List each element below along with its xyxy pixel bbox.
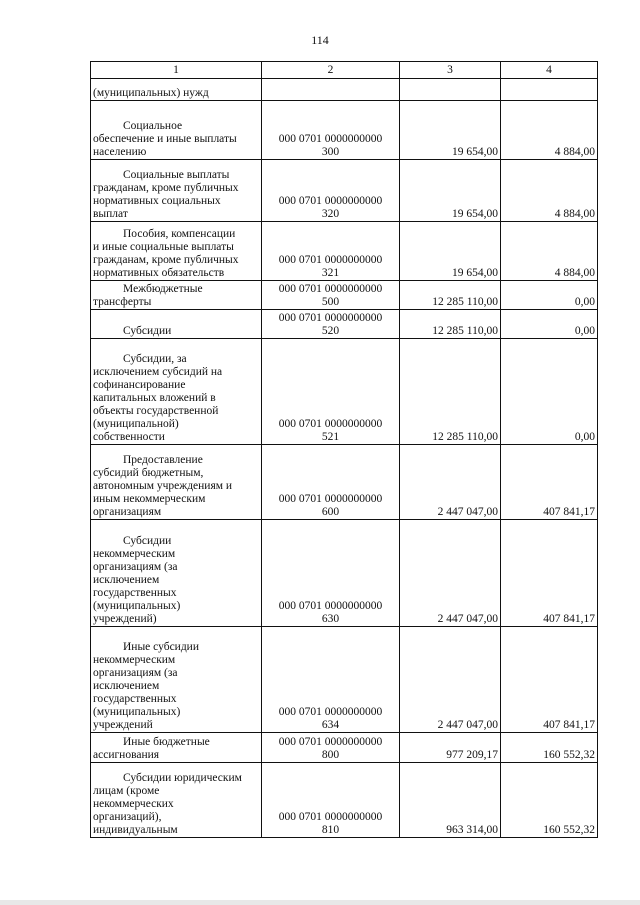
row-code2: 630 xyxy=(321,613,340,625)
row-name xyxy=(91,160,262,222)
row-code xyxy=(262,79,400,101)
row-name-line: (муниципальной) xyxy=(93,418,179,430)
row-name-line: лицам (кроме xyxy=(93,785,160,797)
row-code1: 000 0701 0000000000 xyxy=(278,195,383,207)
table-row xyxy=(91,627,598,733)
row-code2: 520 xyxy=(321,325,340,337)
row-code xyxy=(262,445,400,520)
row-name-line: организаций), xyxy=(93,811,162,823)
table-row xyxy=(91,520,598,627)
row-name-line: капитальных вложений в xyxy=(93,392,216,404)
row-code2: 320 xyxy=(321,208,340,220)
table-row xyxy=(91,281,598,310)
row-name-line: исключением xyxy=(93,680,160,692)
row-code xyxy=(262,281,400,310)
row-code2: 500 xyxy=(321,296,340,308)
row-col4-value: 160 552,32 xyxy=(501,763,598,838)
row-code xyxy=(262,339,400,445)
table-row xyxy=(91,101,598,160)
table-row xyxy=(91,310,598,339)
row-col4-value: 4 884,00 xyxy=(501,160,598,222)
row-name-line: организациям (за xyxy=(93,561,178,573)
row-name-line: (муниципальных) нужд xyxy=(93,87,209,99)
row-name-line: некоммерческим xyxy=(93,654,176,666)
row-code xyxy=(262,627,400,733)
row-col3-value: 2 447 047,00 xyxy=(400,627,501,733)
row-name-line: гражданам, кроме публичных xyxy=(93,182,239,194)
row-col4-value: 407 841,17 xyxy=(501,627,598,733)
row-name-line: Иные субсидии xyxy=(123,641,199,653)
row-name-line: учреждений) xyxy=(93,613,157,625)
row-name-line: ассигнования xyxy=(93,749,160,761)
row-col3-value: 977 209,17 xyxy=(400,733,501,763)
row-code2: 321 xyxy=(321,267,340,279)
row-code1: 000 0701 0000000000 xyxy=(278,706,383,718)
row-name-line: учреждений xyxy=(93,719,153,731)
row-code1: 000 0701 0000000000 xyxy=(278,600,383,612)
table-row xyxy=(91,222,598,281)
row-name-line: индивидуальным xyxy=(93,824,178,836)
row-name-line: некоммерческим xyxy=(93,548,176,560)
row-name-line: и иные социальные выплаты xyxy=(93,241,234,253)
row-name-line: нормативных обязательств xyxy=(93,267,225,279)
row-code2: 800 xyxy=(321,749,340,761)
row-name-line: некоммерческих xyxy=(93,798,174,810)
row-name-line: (муниципальных) xyxy=(93,600,181,612)
row-col4-value: 0,00 xyxy=(501,310,598,339)
row-col3-value: 19 654,00 xyxy=(400,160,501,222)
row-name-line: Субсидии xyxy=(123,535,172,547)
row-code xyxy=(262,160,400,222)
row-name-line: Социальные выплаты xyxy=(123,169,230,181)
row-name-line: выплат xyxy=(93,208,128,220)
row-code2: 600 xyxy=(321,506,340,518)
row-name-line: организациям (за xyxy=(93,667,178,679)
row-name-line: государственных xyxy=(93,693,177,705)
row-name-line: нормативных социальных xyxy=(93,195,221,207)
row-name xyxy=(91,733,262,763)
row-name-line: трансферты xyxy=(93,296,152,308)
row-col4-value xyxy=(501,79,598,101)
row-col4-value: 407 841,17 xyxy=(501,445,598,520)
row-col3-value: 12 285 110,00 xyxy=(400,310,501,339)
row-col4-value: 4 884,00 xyxy=(501,222,598,281)
row-name xyxy=(91,445,262,520)
row-name-line: иным некоммерческим xyxy=(93,493,206,505)
row-name-line: исключением xyxy=(93,574,160,586)
row-name-line: организациям xyxy=(93,506,162,518)
row-name xyxy=(91,281,262,310)
row-code xyxy=(262,763,400,838)
row-name xyxy=(91,627,262,733)
row-name-line: Иные бюджетные xyxy=(123,736,210,748)
row-name xyxy=(91,310,262,339)
row-name-line: субсидий бюджетным, xyxy=(93,467,204,479)
row-code xyxy=(262,733,400,763)
row-name xyxy=(91,339,262,445)
row-name xyxy=(91,520,262,627)
row-name-line: (муниципальных) xyxy=(93,706,181,718)
table-row xyxy=(91,339,598,445)
header-col-3: 3 xyxy=(400,62,501,79)
row-code xyxy=(262,101,400,160)
row-name-line: собственности xyxy=(93,431,165,443)
row-code1: 000 0701 0000000000 xyxy=(278,811,383,823)
row-code1: 000 0701 0000000000 xyxy=(278,312,383,324)
header-col-2: 2 xyxy=(262,62,400,79)
row-code1: 000 0701 0000000000 xyxy=(278,418,383,430)
row-name-line: Социальное xyxy=(123,120,183,132)
row-name-line: обеспечение и иные выплаты xyxy=(93,133,237,145)
scan-edge xyxy=(0,900,640,905)
row-name-line: объекты государственной xyxy=(93,405,219,417)
row-code2: 521 xyxy=(321,431,340,443)
page-number: 114 xyxy=(311,33,329,47)
row-col3-value: 2 447 047,00 xyxy=(400,520,501,627)
row-code xyxy=(262,520,400,627)
row-name xyxy=(91,79,262,101)
row-name-line: гражданам, кроме публичных xyxy=(93,254,239,266)
row-code1: 000 0701 0000000000 xyxy=(278,133,383,145)
row-name xyxy=(91,222,262,281)
row-code1: 000 0701 0000000000 xyxy=(278,493,383,505)
row-col4-value: 0,00 xyxy=(501,281,598,310)
row-name-line: софинансирование xyxy=(93,379,186,391)
row-col3-value: 12 285 110,00 xyxy=(400,339,501,445)
row-col3-value: 12 285 110,00 xyxy=(400,281,501,310)
row-col3-value xyxy=(400,79,501,101)
row-col4-value: 0,00 xyxy=(501,339,598,445)
header-col-1: 1 xyxy=(91,62,262,79)
budget-table xyxy=(90,61,598,838)
row-name-line: Субсидии юридическим xyxy=(123,772,242,784)
row-col3-value: 2 447 047,00 xyxy=(400,445,501,520)
row-col3-value: 19 654,00 xyxy=(400,101,501,160)
row-name xyxy=(91,763,262,838)
row-name-line: Субсидии xyxy=(123,325,172,337)
row-code1: 000 0701 0000000000 xyxy=(278,254,383,266)
row-name-line: Пособия, компенсации xyxy=(123,228,236,240)
row-col3-value: 19 654,00 xyxy=(400,222,501,281)
row-code1: 000 0701 0000000000 xyxy=(278,283,383,295)
row-name-line: Субсидии, за xyxy=(123,353,187,365)
table-row xyxy=(91,79,598,101)
row-name-line: населению xyxy=(93,146,147,158)
row-code2: 634 xyxy=(321,719,340,731)
row-name-line: Предоставление xyxy=(123,454,203,466)
table-row xyxy=(91,445,598,520)
row-name xyxy=(91,101,262,160)
row-name-line: автономным учреждениям и xyxy=(93,480,233,492)
row-col4-value: 160 552,32 xyxy=(501,733,598,763)
row-code2: 300 xyxy=(321,146,340,158)
row-col4-value: 407 841,17 xyxy=(501,520,598,627)
header-col-4: 4 xyxy=(501,62,598,79)
row-code2: 810 xyxy=(321,824,340,836)
row-code1: 000 0701 0000000000 xyxy=(278,736,383,748)
row-name-line: государственных xyxy=(93,587,177,599)
row-code xyxy=(262,310,400,339)
table-row xyxy=(91,733,598,763)
table-row xyxy=(91,160,598,222)
row-code xyxy=(262,222,400,281)
table-row xyxy=(91,763,598,838)
row-name-line: Межбюджетные xyxy=(123,283,203,295)
row-name-line: исключением субсидий на xyxy=(93,366,223,378)
row-col3-value: 963 314,00 xyxy=(400,763,501,838)
row-col4-value: 4 884,00 xyxy=(501,101,598,160)
table-header-row xyxy=(91,62,598,79)
